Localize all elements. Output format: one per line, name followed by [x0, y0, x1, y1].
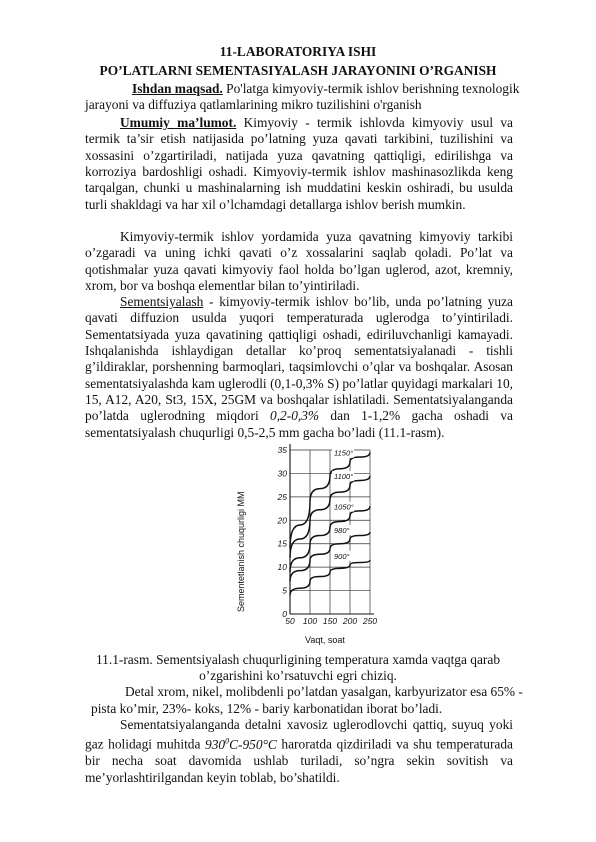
figure-caption-line-1: 11.1-rasm. Sementsiyalash chuqurligining temperatura xamda vaqtga qarab — [95, 652, 501, 667]
paragraph-3-text-a: - kimyoviy-termik ishlov bo’lib, unda po’latning yuza qavati diffuzion usulda yuqori temperaturada uglerodga to’yintiriladi. Sementatsiyada yuza qavatining qattiqligi oshadi, ediriluvchanligi kamayadi. Ishqalanishda ishlaydigan detallar ko’proq sementatsiyalanadi - tishli g’ildiraklar, porshenning barmoqlari, taqsimlovchi o’qlar va boshqalar. Asosan sementatsiyalashda kam uglerodli (0,1-0,3% S) po’latlar quyidagi markalari 10, 15, A12, A20, St3, 15X, 25GM va boshqalar ishlatiladi. Sementatsiyalanganda po’latda uglerodning miqdori — [85, 294, 513, 424]
y-tick-label: 20 — [277, 515, 287, 526]
y-tick-label: 30 — [277, 468, 287, 479]
aim-label: Ishdan maqsad. — [132, 81, 223, 96]
series-label: 1050° — [334, 502, 354, 512]
series-label: 980° — [334, 526, 350, 536]
temperature-1: 930 — [205, 736, 226, 752]
cementation-term: Sementsiyalash — [120, 294, 204, 309]
degree-sup: 0 — [225, 736, 230, 746]
series-label: 1150° — [334, 448, 354, 458]
y-tick-label: 25 — [277, 491, 287, 502]
x-tick-label: 150 — [322, 616, 338, 626]
general-label: Umumiy ma’lumot. — [120, 115, 237, 130]
y-tick-label: 15 — [277, 538, 287, 549]
y-tick-label: 0 — [282, 609, 287, 619]
temperature-2: C-950°C — [229, 736, 277, 752]
lab-title: 11-LABORATORIYA ISHI — [219, 44, 377, 59]
y-axis-label: Sementetlanish chuqurligi MM — [236, 491, 246, 612]
paragraph-2: Kimyoviy-termik ishlov yordamida yuza qavatning kimyoviy tarkibi o’zgaradi va uning ichki qavati o’z xossalarini saqlab qoladi. Po’lat va qotishmalar yuza qavati kimyoviy faol holda bo’lgan uglerod, azot, kremniy, xrom, bor va boshqa elementlar bilan to’yintiriladi. — [85, 229, 513, 294]
topic-title: PO’LATLARNI SEMENTASIYALASH JARAYONINI O’RGANISH — [99, 63, 497, 78]
y-tick-label: 35 — [277, 445, 287, 455]
x-tick-label: 200 — [342, 616, 358, 626]
temperature-range — [205, 737, 277, 752]
paragraph-4-line-1: Detal xrom, nikel, molibdenli po’latdan yasalgan, karbyurizator esa 65% - — [125, 684, 523, 699]
y-tick-label: 10 — [277, 562, 287, 573]
paragraph-5-text-b: haroratda qizdiriladi va shu temperaturada bir necha soat davomida ushlab turiladi, so’ngra sekin sovitish va me’yorlashtirilgandan keyin toblab, bo’shatildi. — [85, 736, 513, 785]
paragraph-5 — [85, 717, 513, 786]
series-label: 1100° — [334, 472, 354, 482]
y-tick-label: 5 — [282, 585, 287, 596]
figure-caption-line-2: o’zgarishini ko’rsatuvchi egri chiziq. — [199, 668, 397, 683]
cementation-depth-chart — [230, 440, 380, 646]
general-text: Kimyoviy - termik ishlovda kimyoviy usul va termik ta’sir etish natijasida po’latning yuza qavati tarkibini, tuzilishini va xossasini o’zgartiriladi, natijada yuza qavatning qattiqligi, edirilishga va korroziya bardoshligi oshadi. Kimyoviy-termik ishlov mashinasozlikda keng tarqalgan, chunki u mashinalarning ish muddatini keskin oshiradi, bu usulda turli shakldagi va har xil o’lchamdagi detallarga ishlov berish mumkin. — [85, 115, 514, 212]
x-tick-label: 100 — [302, 616, 318, 626]
general-info-paragraph — [85, 115, 513, 213]
paragraph-3 — [85, 294, 513, 441]
x-tick-label: 250 — [362, 616, 378, 626]
paragraph-3-text-b: dan 1-1,2% gacha oshadi va sementatsiyalash chuqurligi 0,5-2,5 mm gacha bo’ladi (11.1-rasm). — [85, 408, 513, 440]
x-axis-label: Vaqt, soat — [305, 635, 345, 645]
x-tick-label: 50 — [285, 616, 295, 626]
aim-line-1 — [132, 81, 519, 97]
aim-text-2: jarayoni va diffuziya qatlamlarining mikro tuzilishini o'rganish — [85, 97, 422, 112]
paragraph-5-text-a: Sementatsiyalanganda detalni xavosiz uglerodlovchi qattiq, suyuq yoki gaz holidagi muhitda — [85, 717, 513, 752]
carbon-range: 0,2-0,3% — [270, 408, 320, 424]
paragraph-4-line-2: pista ko’mir, 23%- koks, 12% - bariy karbonatidan iborat bo’ladi. — [91, 701, 443, 716]
series-label: 900° — [334, 551, 350, 561]
aim-text-1: Po'latga kimyoviy-termik ishlov berishning texnologik — [222, 81, 520, 96]
